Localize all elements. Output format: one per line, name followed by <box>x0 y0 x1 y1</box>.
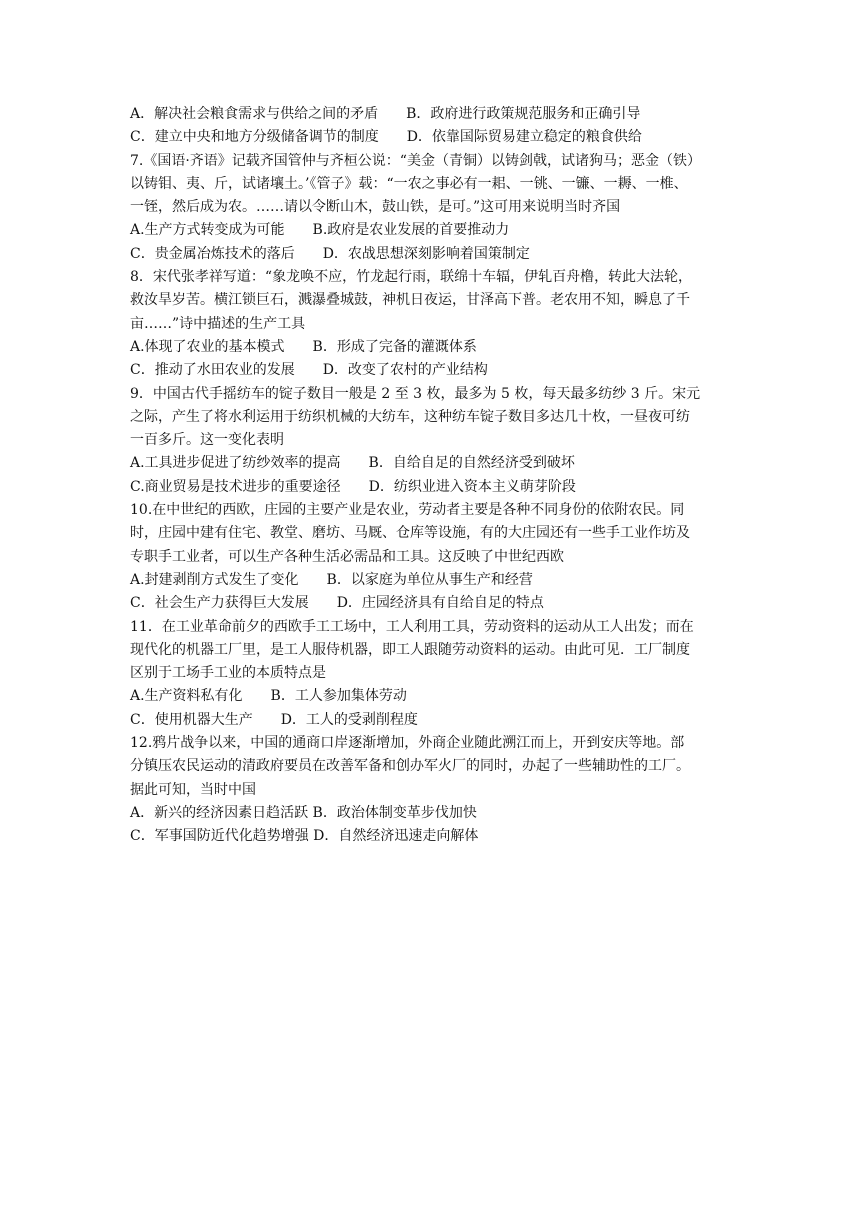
text-line: C．社会生产力获得巨大发展 D．庄园经济具有自给自足的特点 <box>130 595 544 612</box>
text-line: 亩……”诗中描述的生产工具 <box>130 315 306 332</box>
text-line: A.工具进步促进了纺纱效率的提高 B．自给自足的自然经济受到破坏 <box>130 455 575 472</box>
text-line: 时，庄园中建有住宅、教堂、磨坊、马厩、仓库等设施，有的大庄园还有一些手工业作坊及 <box>130 525 690 542</box>
text-line: 11．在工业革命前夕的西欧手工工场中，工人利用工具，劳动资料的运动从工人出发；而在 <box>130 618 694 635</box>
text-line: 一百多斤。这一变化表明 <box>130 432 284 449</box>
text-line: C．使用机器大生产 D．工人的受剥削程度 <box>130 711 418 728</box>
text-line: 一铚，然后成为农。……请以令断山木，鼓山铁，是可。”这可用来说明当时齐国 <box>130 199 621 216</box>
text-line: 专职手工业者，可以生产各种生活必需品和工具。这反映了中世纪西欧 <box>130 548 564 565</box>
text-line: 分镇压农民运动的清政府要员在改善军备和创办军火厂的同时，办起了一些辅助性的工厂。 <box>130 758 690 775</box>
text-line: 9．中国古代手摇纺车的锭子数目一般是 2 至 3 枚，最多为 5 枚，每天最多纺纱 3 斤。宋元 <box>130 385 701 402</box>
text-line: C．建立中央和地方分级储备调节的制度 D．依靠国际贸易建立稳定的粮食供给 <box>130 129 642 146</box>
text-line: 之际，产生了将水利运用于纺织机械的大纺车，这种纺车锭子数目多达几十枚，一昼夜可纺 <box>130 408 690 425</box>
text-line: 据此可知，当时中国 <box>130 781 256 798</box>
text-line: 8．宋代张孝祥写道：“象龙唤不应，竹龙起行雨，联绵十车辐，伊轧百舟橹，转此大法轮， <box>130 269 693 286</box>
text-line: 10.在中世纪的西欧，庄园的主要产业是农业，劳动者主要是各种不同身份的依附农民。同 <box>130 502 685 519</box>
text-line: A．新兴的经济因素日趋活跃 B．政治体制变革步伐加快 <box>130 804 477 821</box>
text-line: A．解决社会粮食需求与供给之间的矛盾 B．政府进行政策规范服务和正确引导 <box>130 106 641 122</box>
text-line: A.体现了农业的基本模式 B．形成了完备的灌溉体系 <box>130 338 477 355</box>
text-line: 12.鸦片战争以来，中国的通商口岸逐渐增加，外商企业随此溯江而上，开到安庆等地。部 <box>130 735 685 752</box>
document-page <box>130 103 730 849</box>
text-line: C．军事国防近代化趋势增强 D．自然经济迅速走向解体 <box>130 828 479 845</box>
text-line: C.商业贸易是技术进步的重要途径 D．纺织业进入资本主义萌芽阶段 <box>130 478 576 495</box>
text-line: 救汝旱岁苦。横江锁巨石，溅瀑叠城鼓，神机日夜运，甘泽高下普。老农用不知，瞬息了千 <box>130 292 690 309</box>
text-line: A.生产资料私有化 B．工人参加集体劳动 <box>130 688 407 705</box>
text-line: 现代化的机器工厂里，是工人服侍机器，即工人跟随劳动资料的运动。由此可见．工厂制度 <box>130 641 690 658</box>
text-line: C．推动了水田农业的发展 D．改变了农村的产业结构 <box>130 362 488 379</box>
text-line: A.封建剥削方式发生了变化 B．以家庭为单位从事生产和经营 <box>130 571 533 588</box>
text-line: A.生产方式转变成为可能 B.政府是农业发展的首要推动力 <box>130 222 510 239</box>
text-line: 区别于工场手工业的本质特点是 <box>130 665 326 682</box>
text-line: 以铸钼、夷、斤，试诸壤土。’《管子》载：“一农之事必有一耜、一铫、一镰、一耨、一椎、 <box>130 175 688 192</box>
text-line: C．贵金属冶炼技术的落后 D．农战思想深刻影响着国策制定 <box>130 245 530 262</box>
text-line: 7.《国语·齐语》记载齐国管仲与齐桓公说：“美金（青铜）以铸剑戟，试诸狗马；恶金（铁） <box>130 152 701 169</box>
